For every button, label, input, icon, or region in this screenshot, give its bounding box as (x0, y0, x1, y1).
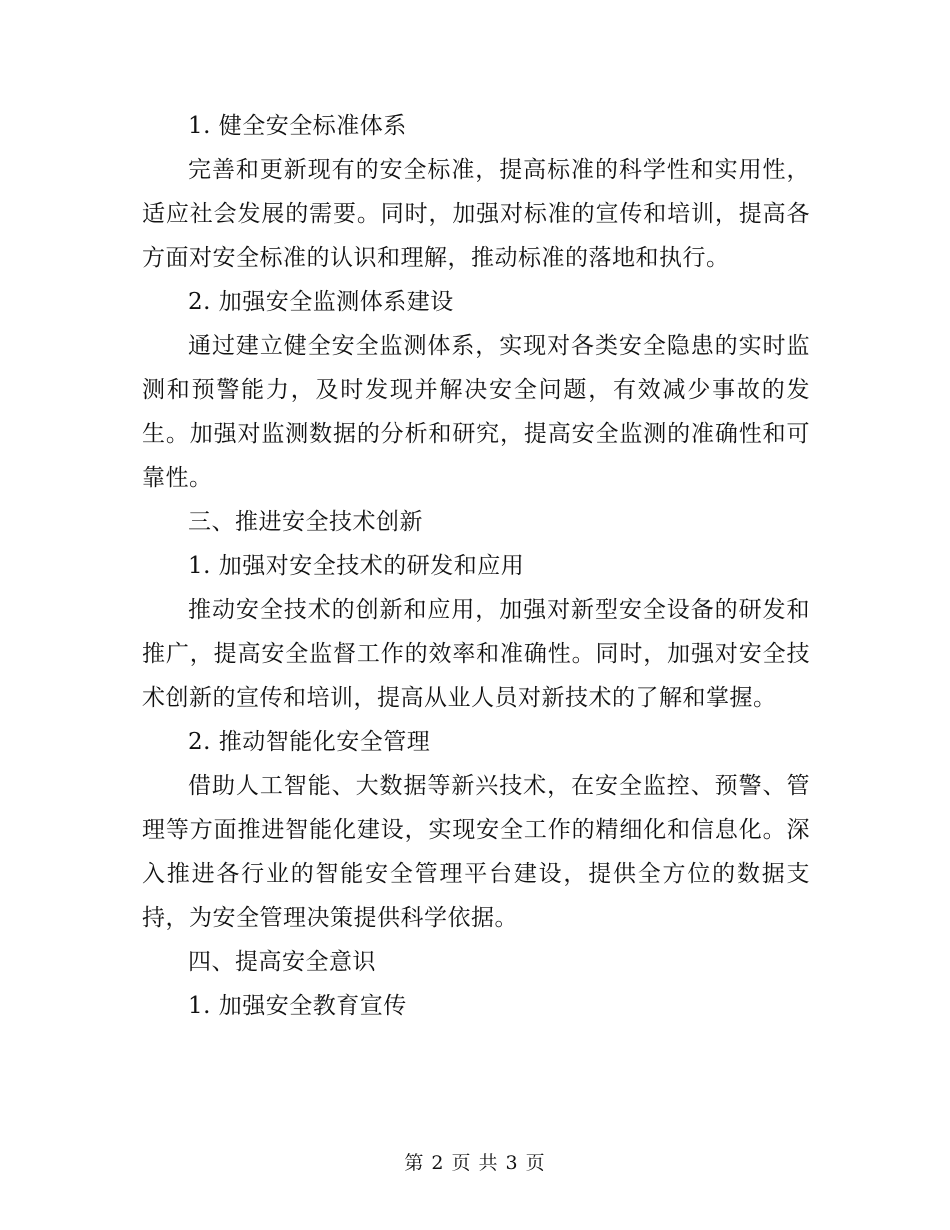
body-paragraph: 完善和更新现有的安全标准，提高标准的科学性和实用性，适应社会发展的需要。同时，加强对标准的宣传和培训，提高各方面对安全标准的认识和理解，推动标准的落地和执行。 (142, 157, 810, 271)
section-heading-4: 四、提高安全意识 (188, 949, 376, 975)
body-paragraph: 通过建立健全安全监测体系，实现对各类安全隐患的实时监测和预警能力，及时发现并解决安全问题，有效减少事故的发生。加强对监测数据的分析和研究，提高安全监测的准确性和可靠性。 (142, 333, 810, 491)
page-number-footer: 第 2 页 共 3 页 (404, 1152, 546, 1174)
section-heading-3: 三、推进安全技术创新 (188, 509, 423, 535)
body-paragraph: 借助人工智能、大数据等新兴技术，在安全监控、预警、管理等方面推进智能化建设，实现安全工作的精细化和信息化。深入推进各行业的智能安全管理平台建设，提供全方位的数据支持，为安全管理决策提供科学依据。 (142, 773, 810, 931)
subheading-4-1: 1. 加强安全教育宣传 (188, 993, 407, 1019)
subheading-2: 2. 加强安全监测体系建设 (188, 289, 454, 315)
subheading-1: 1. 健全安全标准体系 (188, 113, 407, 139)
subheading-3-1: 1. 加强对安全技术的研发和应用 (188, 553, 525, 579)
body-paragraph: 推动安全技术的创新和应用，加强对新型安全设备的研发和推广，提高安全监督工作的效率和准确性。同时，加强对安全技术创新的宣传和培训，提高从业人员对新技术的了解和掌握。 (142, 597, 810, 711)
document-body (142, 104, 810, 1028)
subheading-3-2: 2. 推动智能化安全管理 (188, 729, 431, 755)
